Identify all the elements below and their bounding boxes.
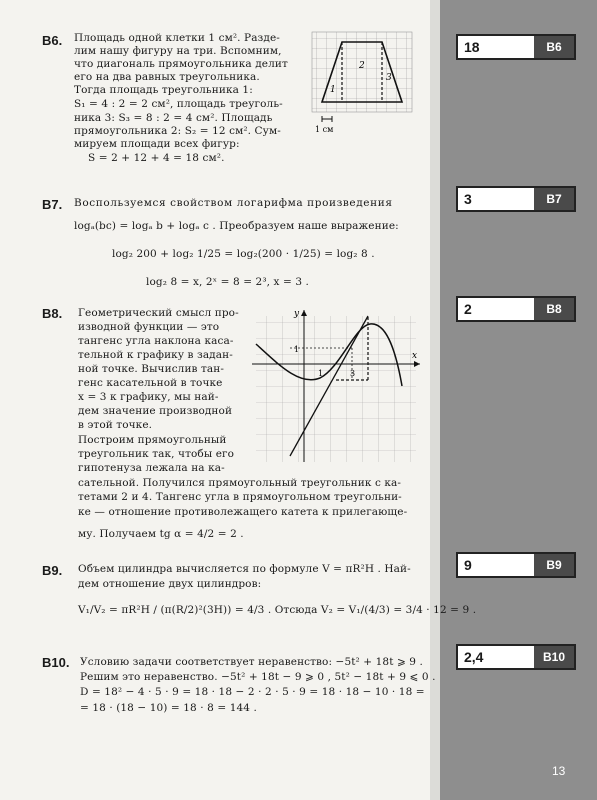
text-line: мируем площади всех фигур: bbox=[74, 138, 240, 150]
text-line: тангенс угла наклона каса- bbox=[78, 335, 234, 347]
tick-label: 3 bbox=[350, 369, 356, 378]
axis-label-y: y bbox=[294, 309, 300, 319]
text-line: Воспользуемся свойством логарифма произведения bbox=[74, 197, 393, 209]
problem-label-b9: B9. bbox=[42, 563, 63, 578]
text-line: Решим это неравенство. −5t² + 18t − 9 ⩾ 0 , 5t² − 18t + 9 ⩽ 0 . bbox=[80, 671, 436, 683]
text-line: S = 2 + 12 + 4 = 18 см². bbox=[88, 152, 225, 164]
fig-label: 3 bbox=[386, 73, 392, 83]
text-line: V₁/V₂ = πR²H / (π(R/2)²(3H)) = 4/3 . Отсюда V₂ = V₁/(4/3) = 3/4 · 12 = 9 . bbox=[78, 604, 477, 616]
answer-label: B8 bbox=[534, 298, 574, 320]
text-line: сательной. Получился прямоугольный треугольник с ка- bbox=[78, 477, 402, 489]
text-line: тельной к графику в задан- bbox=[78, 349, 233, 361]
text-line: ника 3: S₃ = 8 : 2 = 4 см². Площадь bbox=[74, 112, 273, 124]
text-line: что диагональ прямоугольника делит bbox=[74, 58, 288, 70]
answer-label: B6 bbox=[534, 36, 574, 58]
text-line: лим нашу фигуру на три. Вспомним, bbox=[74, 45, 282, 57]
tick-label: 1 bbox=[294, 345, 300, 354]
problem-label-b7: B7. bbox=[42, 197, 63, 212]
problem-label-b10: B10. bbox=[42, 655, 70, 670]
text-line: треугольник так, чтобы его bbox=[78, 448, 235, 460]
fig-label: 1 bbox=[330, 85, 336, 95]
text-line: log₂ 200 + log₂ 1/25 = log₂(200 · 1/25) = log₂ 8 . bbox=[112, 248, 375, 260]
answer-sidebar bbox=[440, 0, 597, 800]
text-line: Условию задачи соответствует неравенство: −5t² + 18t ⩾ 9 . bbox=[80, 656, 423, 668]
text-line: Геометрический смысл про- bbox=[78, 307, 239, 319]
derivative-graph bbox=[250, 306, 422, 466]
text-line: гипотенуза лежала на ка- bbox=[78, 462, 225, 474]
text-line: тетами 2 и 4. Тангенс угла в прямоугольном треугольни- bbox=[78, 491, 402, 503]
text-line: logₐ(bc) = logₐ b + logₐ c . Преобразуем наше выражение: bbox=[74, 220, 399, 232]
text-line: log₂ 8 = x, 2ˣ = 8 = 2³, x = 3 . bbox=[146, 276, 309, 288]
answer-value: 2,4 bbox=[464, 649, 484, 665]
answer-box-b7 bbox=[456, 186, 576, 212]
text-line: Площадь одной клетки 1 см². Разде- bbox=[74, 32, 280, 44]
answer-box-b9 bbox=[456, 552, 576, 578]
text-line: изводной функции — это bbox=[78, 321, 220, 333]
answer-value: 2 bbox=[464, 301, 472, 317]
tick-label: 1 bbox=[318, 369, 324, 378]
text-line: = 18 · (18 − 10) = 18 · 8 = 144 . bbox=[80, 702, 257, 714]
text-line: генс касательной в точке bbox=[78, 377, 223, 389]
problem-label-b8: B8. bbox=[42, 306, 63, 321]
answer-box-b10 bbox=[456, 644, 576, 670]
page-number: 13 bbox=[552, 764, 566, 778]
text-line: в этой точке. bbox=[78, 419, 153, 431]
answer-label: B7 bbox=[534, 188, 574, 210]
text-line: Тогда площадь треугольника 1: bbox=[74, 84, 253, 96]
text-line: дем значение производной bbox=[78, 405, 233, 417]
problem-label-b6: B6. bbox=[42, 33, 63, 48]
scale-label: 1 см bbox=[315, 125, 334, 134]
answer-box-b8 bbox=[456, 296, 576, 322]
answer-label: B10 bbox=[534, 646, 574, 668]
text-line: ке — отношение противолежащего катета к прилегающе- bbox=[78, 506, 408, 518]
answer-value: 18 bbox=[464, 39, 480, 55]
answer-label: B9 bbox=[534, 554, 574, 576]
text-line: его на два равных треугольника. bbox=[74, 71, 260, 83]
text-line: S₁ = 4 : 2 = 2 см², площадь треуголь- bbox=[74, 98, 283, 110]
answer-value: 3 bbox=[464, 191, 472, 207]
fig-label: 2 bbox=[359, 61, 365, 71]
text-line: ной точке. Вычислив тан- bbox=[78, 363, 225, 375]
text-line: Объем цилиндра вычисляется по формуле V = πR²H . Най- bbox=[78, 563, 411, 575]
answer-value: 9 bbox=[464, 557, 472, 573]
text-line: D = 18² − 4 · 5 · 9 = 18 · 18 − 2 · 2 · 5 · 9 = 18 · 18 − 10 · 18 = bbox=[80, 686, 425, 698]
trapezoid-figure bbox=[306, 28, 418, 138]
text-line: прямоугольника 2: S₂ = 12 см². Сум- bbox=[74, 125, 281, 137]
axis-label-x: x bbox=[412, 351, 418, 361]
text-line: Построим прямоугольный bbox=[78, 434, 227, 446]
text-line: му. Получаем tg α = 4/2 = 2 . bbox=[78, 528, 244, 540]
text-line: x = 3 к графику, мы най- bbox=[78, 391, 219, 403]
text-line: дем отношение двух цилиндров: bbox=[78, 578, 262, 590]
answer-box-b6 bbox=[456, 34, 576, 60]
